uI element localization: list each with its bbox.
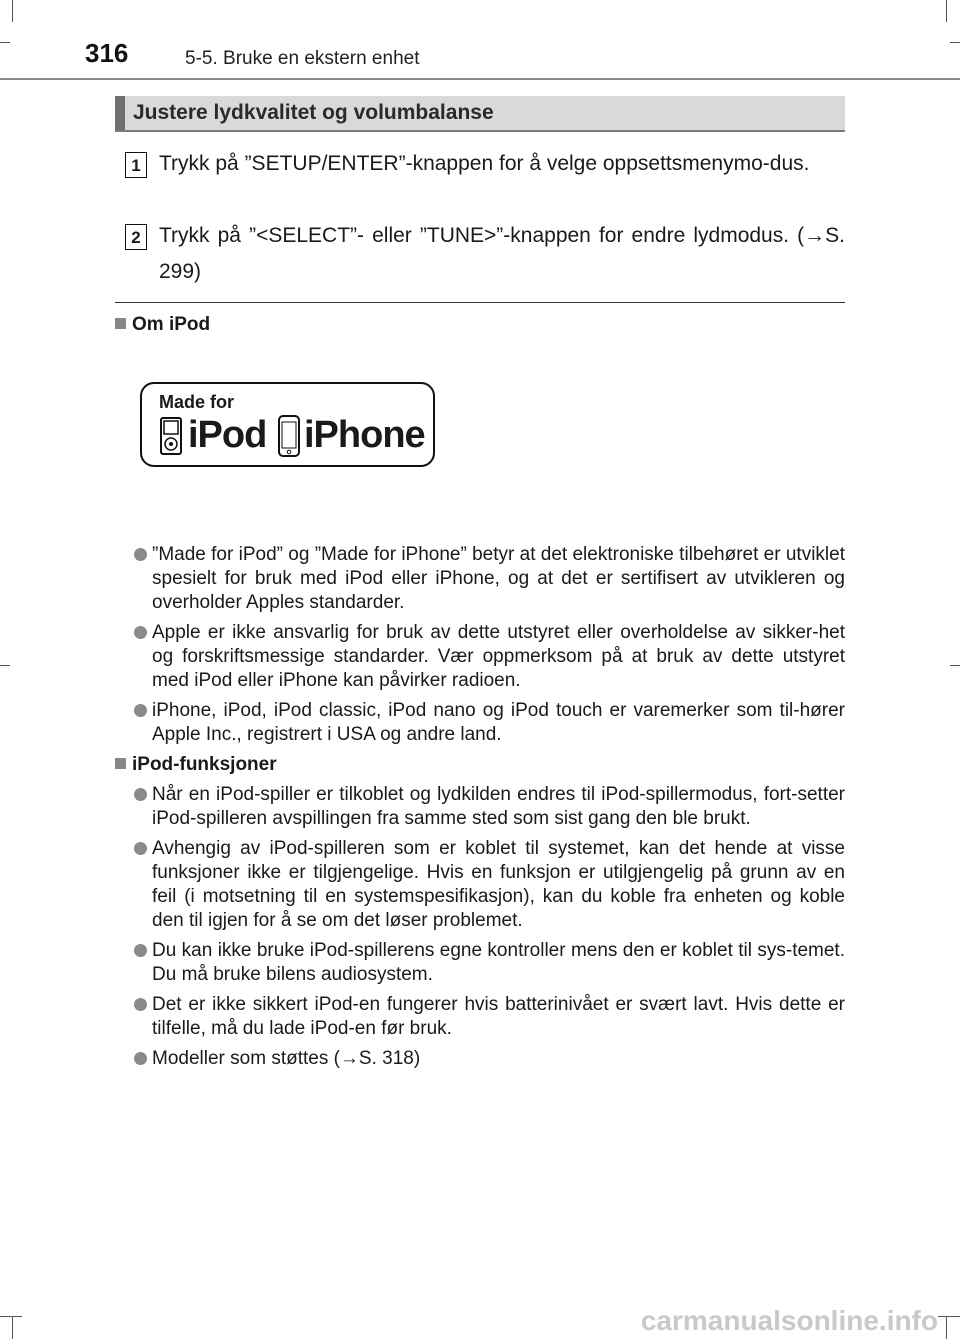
logo-made-for-text: Made for	[159, 392, 235, 412]
topic-title: Justere lydkvalitet og volumbalanse	[133, 101, 494, 124]
list-item: iPhone, iPod, iPod classic, iPod nano og iPod touch er varemerker som til-hører Apple Inc., registrert i USA og andre land.	[132, 699, 845, 747]
crop-mark	[12, 0, 13, 22]
crop-mark	[0, 42, 10, 43]
square-bullet-icon	[115, 758, 126, 769]
ipod-device-icon	[160, 417, 182, 455]
step-text: Trykk på ”SETUP/ENTER”-knappen for å velge oppsettsmenymo-dus.	[159, 152, 810, 175]
om-ipod-bullet-list	[132, 543, 845, 753]
circle-bullet-icon	[134, 788, 147, 801]
logo-ipod-text: iPod	[188, 414, 267, 456]
made-for-ipod-iphone-logo	[140, 382, 435, 467]
ipod-funksjoner-bullet-list	[132, 783, 845, 1077]
watermark: carmanualsonline.info	[640, 1305, 938, 1336]
circle-bullet-icon	[134, 944, 147, 957]
subheading-text: iPod-funksjoner	[132, 754, 277, 775]
square-bullet-icon	[115, 318, 126, 329]
crop-mark	[0, 665, 10, 666]
crop-mark	[950, 665, 960, 666]
subheading-text: Om iPod	[132, 314, 211, 335]
page-number: 316	[85, 38, 129, 68]
subheading-om-ipod	[115, 314, 210, 336]
list-item: Når en iPod-spiller er tilkoblet og lydkilden endres til iPod-spillermodus, fort-setter iPod-spilleren avspillingen fra samme sted som sist gang den ble brukt.	[132, 783, 845, 831]
list-item: Modeller som støttes (→S. 318)	[132, 1047, 845, 1071]
title-accent-bar	[115, 96, 125, 130]
circle-bullet-icon	[134, 626, 147, 639]
list-item: Apple er ikke ansvarlig for bruk av dette utstyret eller overholdelse av sikker-het og forskriftsmessige standarder. Vær oppmerksom på at bruk av dette utstyret med iPod eller iPhone kan påvirker radioen.	[132, 621, 845, 693]
step-number: 1	[125, 152, 147, 178]
crop-mark	[0, 1316, 22, 1317]
logo-iphone-text: iPhone	[304, 414, 425, 456]
section-title: 5-5. Bruke en ekstern enhet	[185, 48, 420, 69]
list-item: Du kan ikke bruke iPod-spillerens egne kontroller mens den er koblet til sys-temet. Du må bruke bilens audiosystem.	[132, 939, 845, 987]
crop-mark	[946, 0, 947, 22]
list-item: Det er ikke sikkert iPod-en fungerer hvis batterinivået er svært lavt. Hvis dette er tilfelle, må du lade iPod-en før bruk.	[132, 993, 845, 1041]
circle-bullet-icon	[134, 1052, 147, 1065]
iphone-device-icon	[278, 415, 300, 457]
crop-mark	[946, 1316, 947, 1339]
step-2	[117, 218, 845, 290]
section-divider	[115, 302, 845, 303]
list-item: Avhengig av iPod-spilleren som er koblet til systemet, kan det hende at visse funksjoner ikke er tilgjengelige. Hvis en funksjon er utilgjengelig på grunn av en feil (i motsetning til en systemspesifikasjon), kan du koble fra enheten og koble den til igjen for å se om det løser problemet.	[132, 837, 845, 933]
crop-mark	[12, 1316, 13, 1339]
circle-bullet-icon	[134, 548, 147, 561]
step-text: Trykk på ”<SELECT”- eller ”TUNE>”-knappen for endre lydmodus. (→S. 299)	[159, 224, 845, 283]
topic-title-box	[115, 96, 845, 132]
crop-mark	[938, 1316, 960, 1317]
subheading-ipod-funksjoner	[115, 754, 277, 776]
circle-bullet-icon	[134, 998, 147, 1011]
step-number: 2	[125, 224, 147, 250]
list-item: ”Made for iPod” og ”Made for iPhone” betyr at det elektroniske tilbehøret er utviklet spesielt for bruk med iPod eller iPhone, og at det er sertifisert av utvikleren og overholder Apples standarder.	[132, 543, 845, 615]
header-divider	[0, 78, 960, 80]
crop-mark	[950, 42, 960, 43]
circle-bullet-icon	[134, 842, 147, 855]
circle-bullet-icon	[134, 704, 147, 717]
step-1	[117, 146, 845, 182]
